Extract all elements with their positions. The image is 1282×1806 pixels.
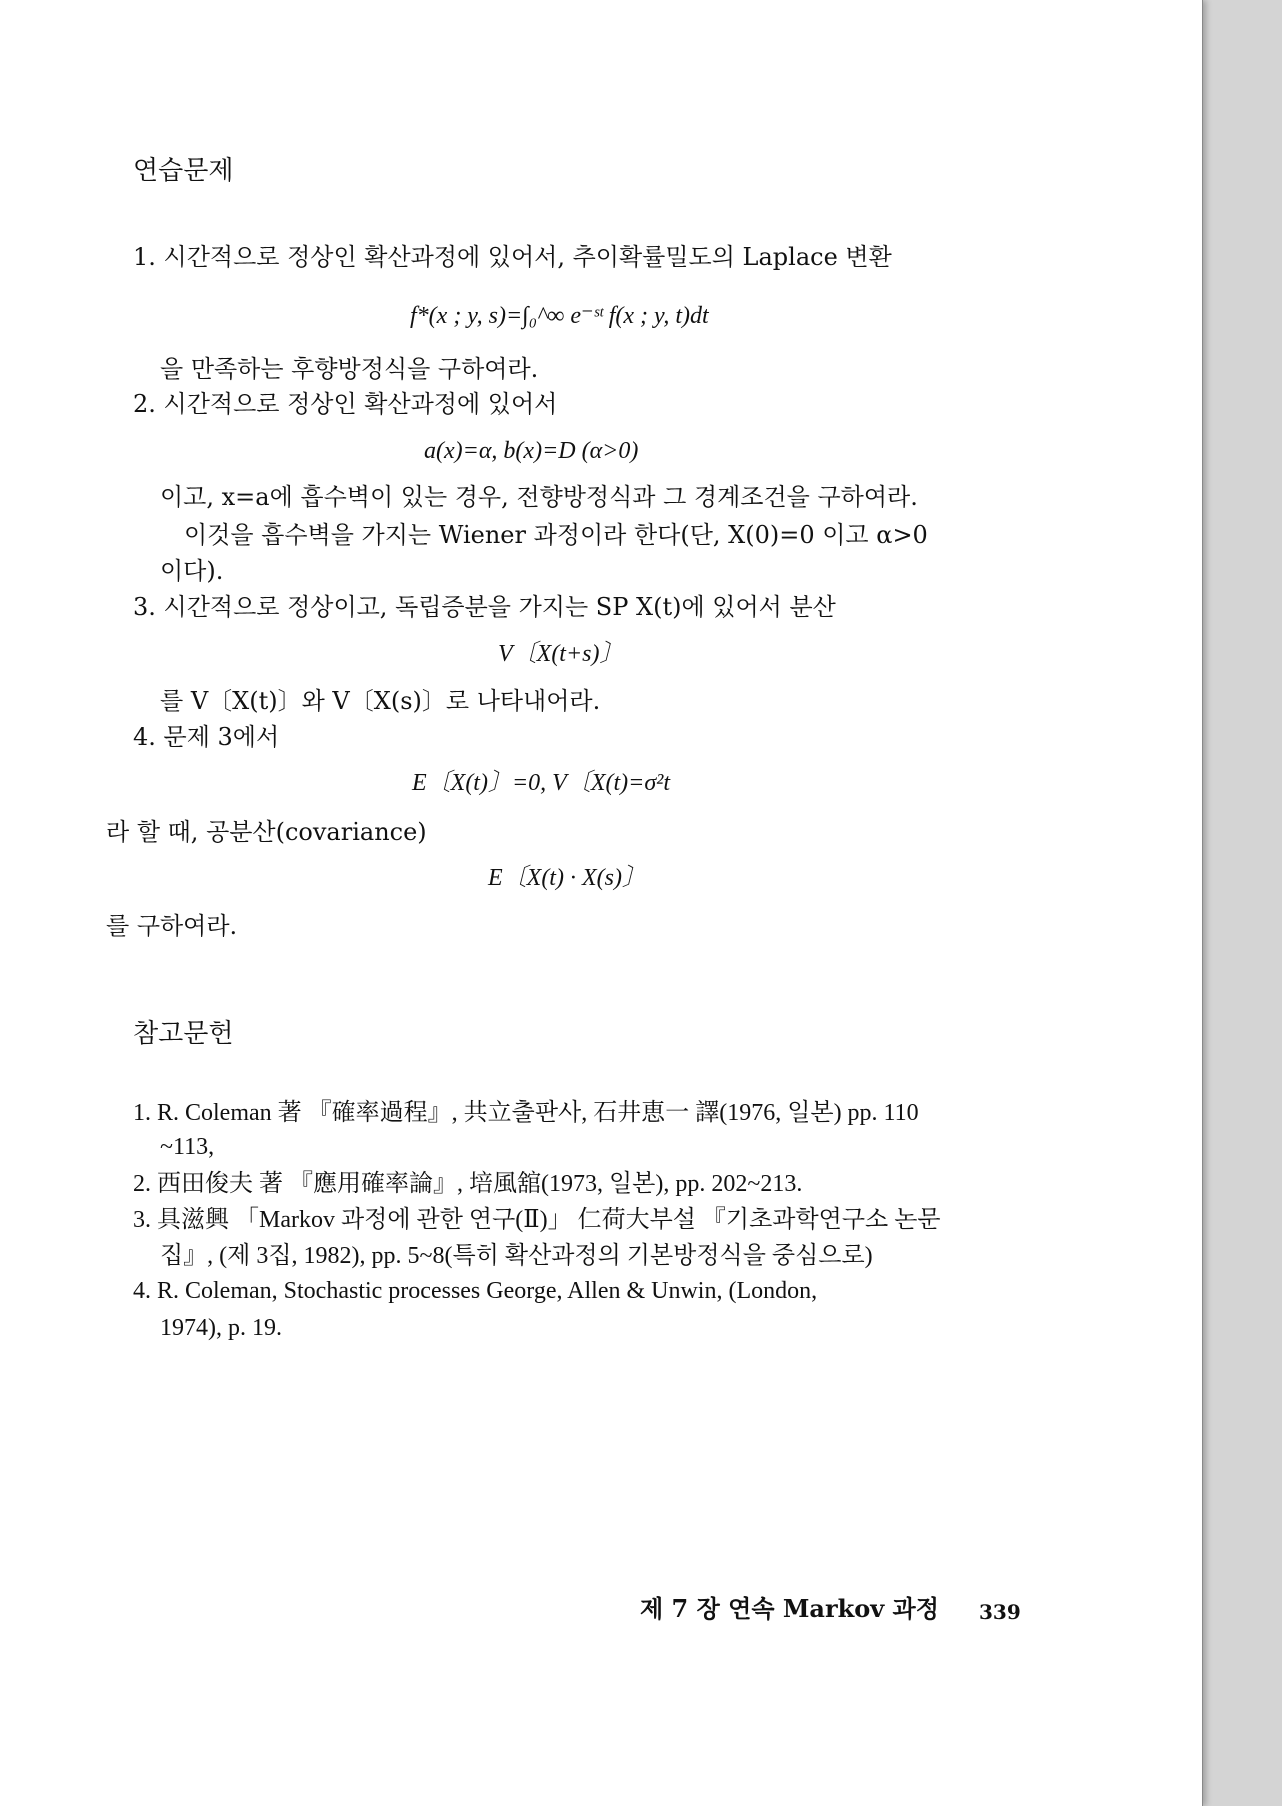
problem-1-line-2: 을 만족하는 후향방정식을 구하여라. — [160, 355, 539, 383]
reference-1-line-2: ~113, — [160, 1134, 215, 1160]
problem-2-line-4: 이다). — [160, 557, 224, 585]
problem-4-equation-2: E〔X(t) · X(s)〕 — [488, 865, 646, 891]
problem-2-equation: a(x)=α, b(x)=D (α>0) — [424, 438, 639, 464]
problem-4-line-1: 4. 문제 3에서 — [133, 723, 280, 751]
reference-2: 2. 西田俊夫 著 『應用確率論』, 培風舘(1973, 일본), pp. 202~213. — [133, 1171, 803, 1197]
reference-3-line-1: 3. 具滋興 「Markov 과정에 관한 연구(Ⅱ)」 仁荷大부설 『기초과학연구소 논문 — [133, 1207, 941, 1233]
problem-4-line-2: 라 할 때, 공분산(covariance) — [106, 818, 427, 846]
problem-3-line-2: 를 V〔X(t)〕와 V〔X(s)〕로 나타내어라. — [160, 687, 601, 715]
problem-4-equation-1: E〔X(t)〕=0, V〔X(t)=σ²t — [412, 770, 671, 796]
problem-1-line-1: 1. 시간적으로 정상인 확산과정에 있어서, 추이확률밀도의 Laplace 변환 — [133, 243, 892, 271]
problem-2-line-1: 2. 시간적으로 정상인 확산과정에 있어서 — [133, 390, 558, 418]
page-number: 339 — [979, 1600, 1021, 1624]
problem-3-equation: V〔X(t+s)〕 — [498, 641, 624, 667]
problem-1-equation: f*(x ; y, s)=∫₀^∞ e⁻ˢᵗ f(x ; y, t)dt — [410, 303, 709, 329]
reference-4-line-2: 1974), p. 19. — [160, 1315, 282, 1341]
reference-4-line-1: 4. R. Coleman, Stochastic processes George, Allen & Unwin, (London, — [133, 1278, 818, 1304]
references-heading: 참고문헌 — [133, 1019, 234, 1049]
problem-4-line-3: 를 구하여라. — [106, 912, 238, 940]
problem-2-line-2: 이고, x=a에 흡수벽이 있는 경우, 전향방정식과 그 경계조건을 구하여라. — [160, 483, 918, 511]
exercises-heading: 연습문제 — [133, 156, 234, 186]
reference-3-line-2: 집』, (제 3집, 1982), pp. 5~8(특히 확산과정의 기본방정식을 중심으로) — [160, 1243, 873, 1269]
problem-3-line-1: 3. 시간적으로 정상이고, 독립증분을 가지는 SP X(t)에 있어서 분산 — [133, 593, 836, 621]
chapter-footer: 제 7 장 연속 Markov 과정 — [640, 1594, 939, 1623]
problem-2-line-3: 이것을 흡수벽을 가지는 Wiener 과정이라 한다(단, X(0)=0 이고 α>0 — [184, 521, 928, 549]
reference-1-line-1: 1. R. Coleman 著 『確率過程』, 共立출판사, 石井恵一 譯(1976, 일본) pp. 110 — [133, 1100, 919, 1126]
